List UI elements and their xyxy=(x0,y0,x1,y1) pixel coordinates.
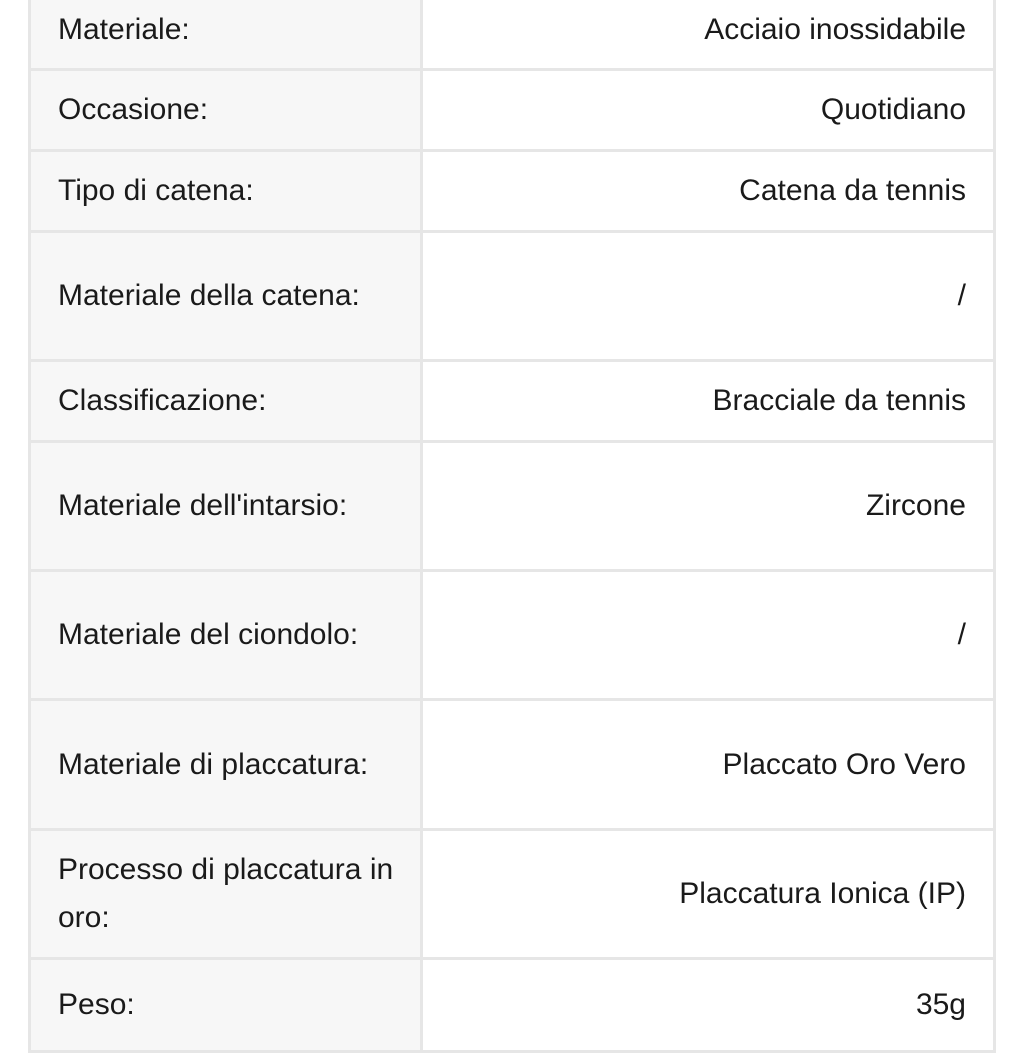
spec-label: Materiale del ciondolo: xyxy=(30,571,422,700)
spec-value: / xyxy=(422,571,995,700)
spec-value: Placcatura Ionica (IP) xyxy=(422,830,995,959)
spec-label: Classificazione: xyxy=(30,361,422,442)
spec-label: Materiale della catena: xyxy=(30,232,422,361)
spec-label: Peso: xyxy=(30,959,422,1052)
spec-value: Quotidiano xyxy=(422,70,995,151)
spec-row-inlay-material xyxy=(30,442,995,571)
spec-row-chain-material xyxy=(30,232,995,361)
spec-row-pendant-material xyxy=(30,571,995,700)
spec-label: Occasione: xyxy=(30,70,422,151)
spec-row-weight xyxy=(30,959,995,1052)
spec-label: Materiale di placcatura: xyxy=(30,700,422,830)
spec-value: Acciaio inossidabile xyxy=(422,0,995,70)
spec-label: Processo di placcatura in oro: xyxy=(30,830,422,959)
spec-row-classification xyxy=(30,361,995,442)
spec-row-material xyxy=(30,0,995,70)
spec-label: Tipo di catena: xyxy=(30,151,422,232)
spec-row-plating-material xyxy=(30,700,995,830)
spec-row-chain-type xyxy=(30,151,995,232)
spec-value: 35g xyxy=(422,959,995,1052)
spec-label: Materiale dell'intarsio: xyxy=(30,442,422,571)
spec-label: Materiale: xyxy=(30,0,422,70)
spec-row-plating-process xyxy=(30,830,995,959)
spec-value: Placcato Oro Vero xyxy=(422,700,995,830)
spec-value: Catena da tennis xyxy=(422,151,995,232)
spec-value: Bracciale da tennis xyxy=(422,361,995,442)
spec-value: / xyxy=(422,232,995,361)
product-specs-table xyxy=(28,0,996,1053)
spec-value: Zircone xyxy=(422,442,995,571)
spec-row-occasion xyxy=(30,70,995,151)
